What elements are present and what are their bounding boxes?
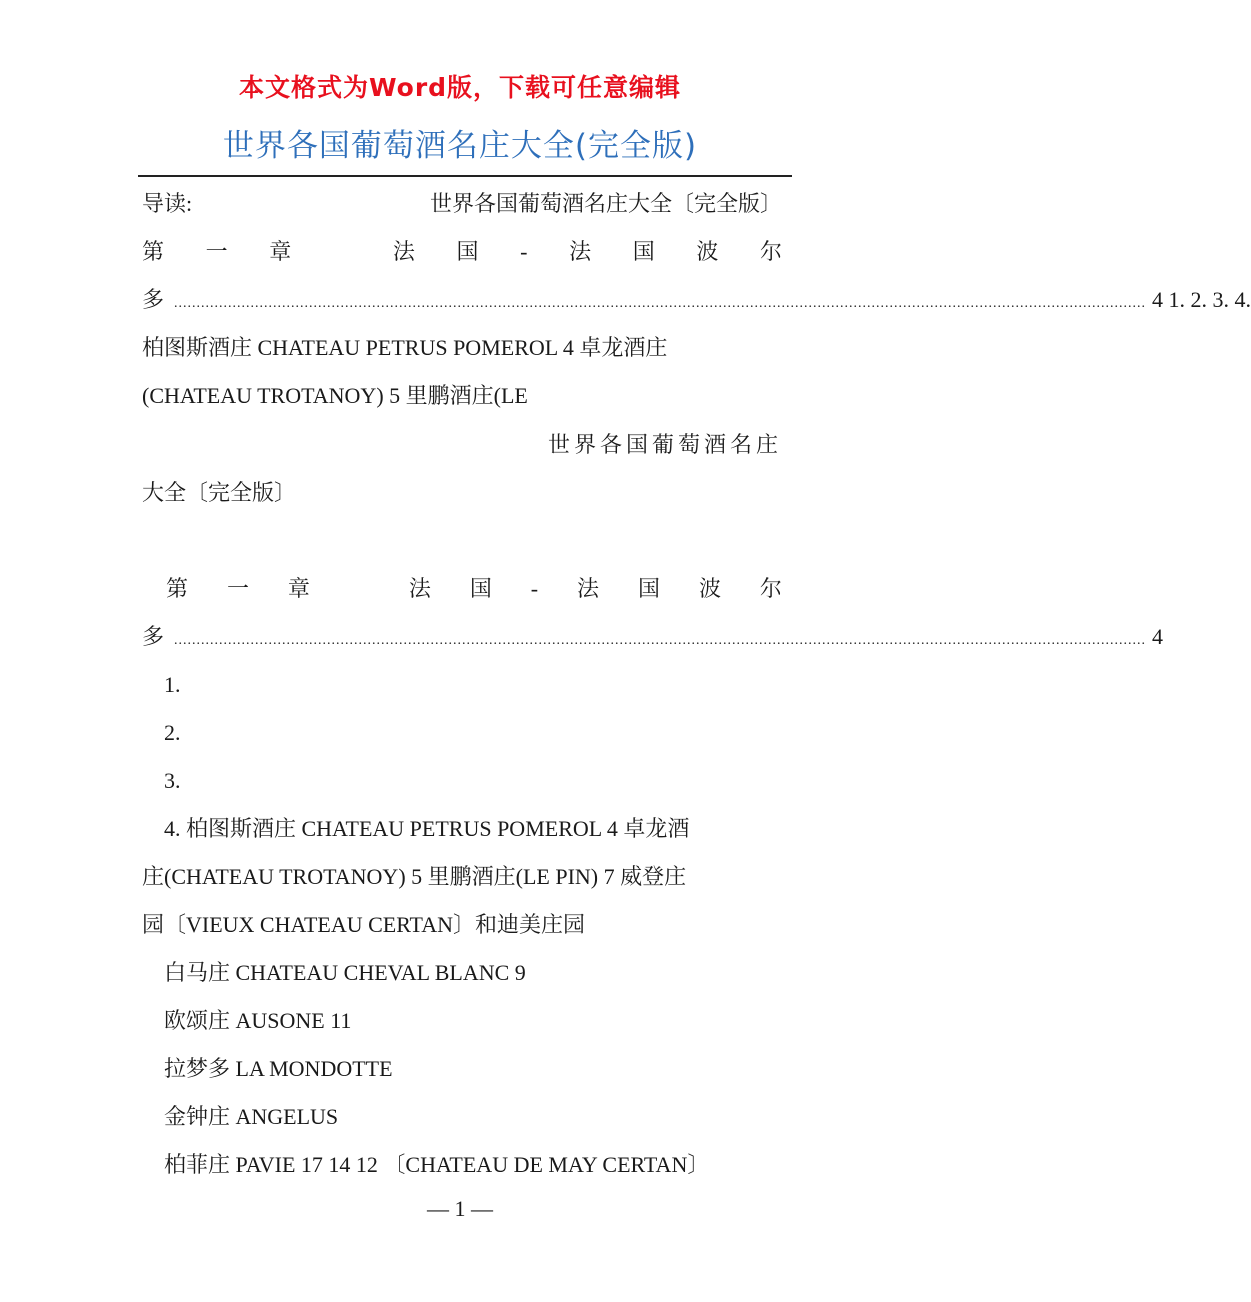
chapter-char: 一	[205, 239, 228, 264]
toc-entry-cheval-blanc: 白马庄 CHATEAU CHEVAL BLANC 9	[164, 960, 526, 985]
toc-head: 多	[142, 287, 165, 312]
chapter-char: 第	[142, 239, 165, 264]
toc-line	[142, 622, 1164, 656]
toc-tail: 4 1. 2. 3. 4.	[1152, 287, 1251, 312]
toc-item-4-line-1: 4. 柏图斯酒庄 CHATEAU PETRUS POMEROL 4 卓龙酒	[164, 816, 690, 841]
chapter-char: 章	[269, 239, 292, 264]
page-title: 世界各国葡萄酒名庄大全(完全版)	[222, 128, 698, 164]
chapter-char: 国	[469, 576, 492, 601]
leader-dots: ........................................................................................................................................................................................................................	[174, 296, 1147, 311]
chapter-char: 一	[226, 576, 249, 601]
chapter-char: -	[530, 576, 539, 601]
chapter-char: 国	[456, 239, 479, 264]
chapter-char: 法	[577, 576, 600, 601]
toc-entry-angelus: 金钟庄 ANGELUS	[164, 1104, 339, 1129]
toc-item-2: 2.	[164, 720, 181, 745]
chapter-char: 法	[408, 576, 431, 601]
toc-item-4-line-2: 庄(CHATEAU TROTANOY) 5 里鹏酒庄(LE PIN) 7 威登庄	[142, 864, 687, 889]
intro-text: 世界各国葡萄酒名庄大全〔完全版〕	[429, 191, 782, 216]
chapter-char: 国	[632, 239, 655, 264]
toc-item-3: 3.	[164, 768, 181, 793]
title-divider	[138, 175, 792, 177]
leader-dots: ........................................................................................................................................................................................................................	[174, 633, 1147, 648]
chapter-char: 波	[698, 576, 721, 601]
intro-line-5: (CHATEAU TROTANOY) 5 里鹏酒庄(LE	[142, 383, 528, 408]
chapter-char: 尔	[759, 576, 782, 601]
page-number-footer: — 1 —	[427, 1196, 493, 1221]
toc-chapter-heading	[166, 574, 782, 604]
toc-item-1: 1.	[164, 672, 181, 697]
chapter-char: 第	[166, 576, 189, 601]
intro-label: 导读:	[142, 191, 193, 216]
toc-entry-pavie: 柏菲庄 PAVIE 17 14 12 〔CHATEAU DE MAY CERTAN〕	[164, 1152, 710, 1177]
chapter-char: 波	[696, 239, 719, 264]
intro-line-4: 柏图斯酒庄 CHATEAU PETRUS POMEROL 4 卓龙酒庄	[142, 335, 668, 360]
toc-entry-la-mondotte: 拉梦多 LA MONDOTTE	[164, 1056, 393, 1081]
format-banner: 本文格式为Word版，下载可任意编辑	[238, 73, 682, 102]
intro-toc-line	[142, 285, 1251, 319]
intro-chapter-heading	[142, 237, 782, 267]
toc-item-4-line-3: 园〔VIEUX CHATEAU CERTAN〕和迪美庄园	[142, 912, 586, 937]
toc-head: 多	[142, 624, 165, 649]
chapter-char: -	[520, 239, 528, 264]
chapter-char: 章	[287, 576, 310, 601]
toc-entry-ausone: 欧颂庄 AUSONE 11	[164, 1008, 352, 1033]
intro-line	[142, 189, 782, 219]
chapter-char: 尔	[759, 239, 782, 264]
chapter-char: 法	[569, 239, 592, 264]
chapter-char: 法	[392, 239, 415, 264]
chapter-char: 国	[637, 576, 660, 601]
title-repeat-line-2: 大全〔完全版〕	[142, 480, 297, 505]
toc-page-number: 4	[1152, 624, 1164, 649]
title-repeat-line-1: 世界各国葡萄酒名庄	[547, 432, 782, 457]
